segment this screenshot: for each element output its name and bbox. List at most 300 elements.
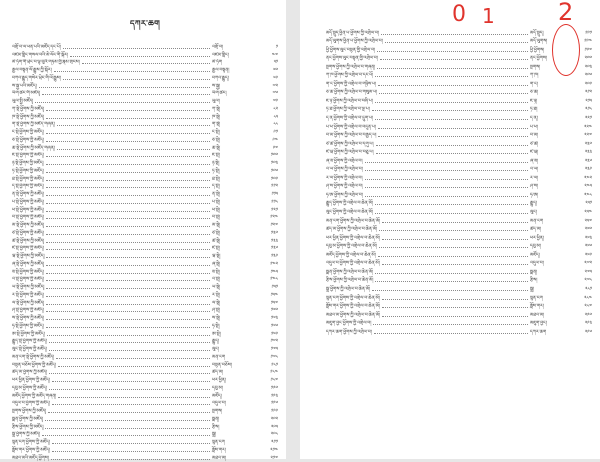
toc-row bbox=[12, 400, 278, 408]
toc-page-number: ༡༣༦ bbox=[271, 246, 278, 252]
toc-page-number: ༡༩༤ bbox=[584, 39, 592, 45]
toc-entry-title: ཏ་ཐ་ཕྱོགས་ཀྱི་འགྲེལ་བ་ལྔ་པ། bbox=[326, 107, 370, 113]
toc-page-number: ༡༤༨ bbox=[270, 277, 278, 283]
toc-entry-title: འདུལ་བ་ཕྱོགས་ཀྱི་འགྲེལ་བ་ཆེན་མོ། bbox=[326, 261, 380, 267]
toc-entry-title: ཞ་ཟ་ཕྱོགས་ཀྱི་འགྲེལ་བ། bbox=[326, 158, 363, 164]
toc-leader-dots bbox=[49, 373, 210, 374]
toc-leader-dots bbox=[378, 85, 528, 86]
toc-entry-title: ནང་ཕྱོགས་ལུང་བསྟན་གྱི་འགྲེལ་བ། bbox=[326, 56, 378, 62]
toc-page-number: ༢༡༨ bbox=[585, 107, 592, 113]
toc-page-number: ༡༣༠ bbox=[270, 230, 278, 236]
toc-short-title: ང་སྡེ། bbox=[212, 130, 220, 135]
toc-page-number: ༡༦༠ bbox=[270, 308, 278, 314]
toc-leader-dots bbox=[365, 196, 528, 197]
toc-entry-title: ཞ་སྡེ་ཕྱོགས་ཀྱི་མཛོད། bbox=[12, 261, 45, 267]
toc-short-title: རྩིས། bbox=[212, 424, 220, 430]
toc-page-number: ༢༦༠ bbox=[584, 227, 592, 233]
toc-short-title: ཧ་སྡེ། bbox=[212, 323, 220, 329]
toc-short-title: ན་སྡེ། bbox=[212, 192, 221, 197]
toc-row bbox=[326, 327, 592, 336]
toc-page-number: ༢༣༩ bbox=[584, 167, 592, 173]
toc-row bbox=[326, 207, 592, 216]
toc-page-number: ༢༡༧ bbox=[270, 455, 278, 461]
toc-short-title: ཟློས་གར། bbox=[212, 447, 226, 453]
toc-entry-title: ར་སྡེ་ཕྱོགས་ཀྱི་མཛོད། bbox=[12, 292, 44, 298]
toc-leader-dots bbox=[46, 218, 210, 219]
toc-entry-title: མཛོད་ཕྱོགས་ཀྱི་འགྲེལ་བ་ཆེན་མོ། bbox=[326, 252, 376, 258]
toc-page-number: ༢༤༢ bbox=[584, 175, 592, 181]
toc-leader-dots bbox=[46, 304, 210, 305]
toc-page-number: ༢༩༣ bbox=[584, 321, 592, 327]
toc-page-number: ༢༣༠ bbox=[584, 141, 592, 147]
toc-leader-dots bbox=[63, 48, 210, 49]
toc-leader-dots bbox=[52, 381, 210, 382]
toc-short-title: ར་ལ། bbox=[530, 175, 538, 181]
toc-page-number: ༢༨༤ bbox=[584, 295, 592, 301]
toc-leader-dots bbox=[46, 172, 210, 173]
toc-entry-title: མདོ་སྡུད་ཕྱིན་པ་ཕྱོགས་ཀྱི་འགྲེལ་བ། bbox=[326, 30, 379, 36]
toc-entry-title: ཛ་སྡེ་ཕྱོགས་ཀྱི་མཛོད། bbox=[12, 246, 44, 252]
toc-entry-title: ཤ་ས་ཕྱོགས་ཀྱི་འགྲེལ་བ། bbox=[326, 184, 363, 190]
toc-leader-dots bbox=[57, 125, 210, 126]
toc-page-number: ༡༠༠ bbox=[270, 153, 278, 159]
toc-page-number: ༧༦ bbox=[272, 91, 278, 97]
toc-row bbox=[12, 229, 278, 237]
toc-entry-title: ཨ་སྡེ་ཕྱོགས་ཀྱི་མཛོད། bbox=[12, 331, 45, 337]
toc-leader-dots bbox=[56, 358, 210, 359]
toc-row bbox=[326, 182, 592, 191]
toc-entry-title: བ་སྡེ་ཕྱོགས་ཀྱི་མཛོད། bbox=[12, 215, 44, 221]
toc-short-title: བ་མ། bbox=[530, 133, 539, 139]
toc-leader-dots bbox=[49, 342, 210, 343]
toc-page-number: ༡༥༧ bbox=[270, 300, 278, 306]
toc-row bbox=[326, 173, 592, 182]
toc-short-title: སྒྲ། bbox=[530, 286, 535, 292]
toc-entry-title: བསྟན་བཅོས་ཕྱོགས་ཀྱི་མཛོད། bbox=[12, 362, 56, 368]
toc-row bbox=[326, 131, 592, 140]
toc-leader-dots bbox=[378, 136, 528, 137]
toc-entry-title: པ་ཕ་ཕྱོགས་ཀྱི་འགྲེལ་བ་བདུན་པ། bbox=[326, 124, 376, 130]
toc-leader-dots bbox=[46, 319, 210, 320]
toc-short-title: ཇ་ཉ། bbox=[530, 98, 538, 104]
toc-leader-dots bbox=[376, 153, 528, 154]
toc-entry-title: ཀ་ཁ་ཕྱོགས་ཀྱི་འགྲེལ་བ་དང་པོ། bbox=[326, 73, 374, 79]
toc-leader-dots bbox=[377, 68, 528, 69]
toc-leader-dots bbox=[46, 187, 210, 188]
toc-leader-dots bbox=[382, 264, 528, 265]
toc-entry-title: མཛོད་ཕྱོགས་ཀྱི་མཛོད་གཞན། bbox=[12, 393, 57, 399]
toc-entry-title: ཡུལ་སྤྱི་མཛོད། bbox=[12, 99, 34, 104]
toc-short-title: ད་སྡེ། bbox=[212, 184, 220, 190]
toc-page-number: ༢༡༡ bbox=[271, 440, 278, 445]
toc-entry-title: ཡ་སྡེ་ཕྱོགས་ཀྱི་མཛོད། bbox=[12, 285, 45, 290]
toc-leader-dots bbox=[42, 94, 210, 95]
toc-entry-title: སྔགས་ཕྱོགས་ཀྱི་འགྲེལ་བ་གཞན། bbox=[326, 64, 376, 70]
toc-short-title: ཚད་མ། bbox=[212, 370, 224, 376]
toc-entry-title: ད་ན་ཕྱོགས་ཀྱི་འགྲེལ་བ་དྲུག་པ། bbox=[326, 116, 374, 122]
toc-leader-dots bbox=[46, 265, 210, 266]
toc-row bbox=[326, 113, 592, 122]
toc-leader-dots bbox=[382, 299, 528, 300]
toc-leader-dots bbox=[46, 211, 210, 212]
toc-entry-title: ཙ་ཚ་ཕྱོགས་ཀྱི་འགྲེལ་བ་དགུ་པ། bbox=[326, 141, 374, 147]
toc-entry-title: ཙ་སྡེ་ཕྱོགས་ཀྱི་མཛོད། bbox=[12, 230, 44, 236]
toc-leader-dots bbox=[57, 149, 210, 150]
toc-row bbox=[326, 242, 592, 251]
toc-entry-title: ས་སྐྱ་པའི་མཛོད། bbox=[12, 83, 37, 89]
toc-leader-dots bbox=[46, 311, 210, 312]
toc-row bbox=[12, 392, 278, 400]
toc-row bbox=[12, 136, 278, 144]
toc-entry-title: ཟ་སྡེ་ཕྱོགས་ཀྱི་མཛོད། bbox=[12, 269, 44, 275]
toc-short-title: ཏ་སྡེ། bbox=[212, 168, 220, 174]
toc-page-number: ༢༨༧ bbox=[584, 304, 592, 310]
toc-page-number: ༡༢༡ bbox=[271, 207, 278, 213]
toc-short-title: རྩིས། bbox=[530, 278, 538, 284]
toc-page-number: ༢༥༡ bbox=[585, 201, 592, 207]
toc-page-number: ༡༡༨ bbox=[271, 199, 278, 205]
toc-row bbox=[326, 250, 592, 259]
toc-page-number: ༡༩༣ bbox=[271, 393, 278, 399]
toc-row bbox=[12, 423, 278, 431]
toc-short-title: འདུལ་བ། bbox=[530, 261, 544, 267]
toc-row bbox=[326, 62, 592, 71]
toc-entry-title: ཡིག་ཚང་གི་མཛོད། bbox=[12, 91, 41, 97]
toc-page-number: ༡༥༤ bbox=[270, 292, 278, 298]
toc-row bbox=[12, 59, 278, 67]
toc-row bbox=[12, 415, 278, 423]
toc-page-number: ༡༢༤ bbox=[270, 215, 278, 221]
toc-row bbox=[12, 159, 278, 167]
toc-row bbox=[326, 319, 592, 328]
toc-page-number: ༢༧༥ bbox=[584, 269, 592, 275]
right-toc-list bbox=[326, 28, 592, 336]
toc-leader-dots bbox=[45, 428, 210, 429]
toc-leader-dots bbox=[42, 435, 210, 436]
toc-row bbox=[12, 268, 278, 276]
toc-short-title: རྒྱལ་བསྟན། bbox=[212, 68, 230, 73]
toc-leader-dots bbox=[39, 87, 210, 88]
toc-page-number: ༡༤༢ bbox=[270, 261, 278, 267]
toc-entry-title: ད་སྡེ་ཕྱོགས་ཀྱི་མཛོད། bbox=[12, 184, 44, 190]
toc-leader-dots bbox=[365, 187, 528, 188]
toc-short-title: འགྲོ་བ། bbox=[212, 44, 224, 50]
toc-short-title: ཕྱི་ཕྱོགས། bbox=[530, 47, 545, 53]
toc-row bbox=[326, 88, 592, 97]
toc-entry-title: སྔགས་ཕྱོགས་ཀྱི་མཛོད། bbox=[12, 409, 47, 414]
toc-page-number: ༢༥༤ bbox=[584, 210, 592, 216]
toc-leader-dots bbox=[376, 145, 529, 146]
toc-page-number: ༡༡༥ bbox=[271, 192, 278, 197]
toc-page-number: ༨༥ bbox=[273, 114, 278, 120]
toc-short-title: དབུ་མ། bbox=[530, 244, 541, 250]
toc-short-title: ཆ་སྡེ། bbox=[212, 145, 221, 151]
toc-row bbox=[326, 122, 592, 131]
toc-entry-title: ཕྱི་ཕྱོགས་ལུང་བསྟན་གྱི་འགྲེལ་བ། bbox=[326, 47, 376, 53]
toc-leader-dots bbox=[46, 280, 210, 281]
toc-entry-title: ཆ་སྡེ་ཕྱོགས་ཀྱི་མཛོད་གཞན། bbox=[12, 145, 55, 151]
toc-entry-title: མཐའ་མ་ཕྱོགས་ཀྱི་འགྲེལ་བ་ཆེན་མོ། bbox=[326, 312, 381, 318]
toc-row bbox=[12, 384, 278, 392]
toc-row bbox=[12, 291, 278, 299]
toc-short-title: མཛོད། bbox=[212, 393, 222, 399]
toc-title: དཀར་ཆག bbox=[129, 19, 161, 28]
toc-leader-dots bbox=[365, 162, 528, 163]
toc-page-number: ༢༧༢ bbox=[584, 261, 592, 267]
toc-row bbox=[12, 144, 278, 152]
toc-page-number: ༢༤༥ bbox=[584, 184, 592, 190]
toc-row bbox=[326, 96, 592, 105]
toc-short-title: སྔགས། bbox=[530, 64, 541, 70]
toc-short-title: པ་སྡེ། bbox=[212, 199, 220, 205]
toc-leader-dots bbox=[375, 76, 528, 77]
toc-leader-dots bbox=[375, 213, 528, 214]
toc-page-number: ༡༩༧ bbox=[584, 47, 592, 53]
toc-page-number: ༡༦༩ bbox=[271, 331, 278, 337]
toc-row bbox=[12, 454, 278, 462]
toc-page-number: ༡༧༥ bbox=[270, 347, 278, 352]
toc-row bbox=[326, 259, 592, 268]
toc-entry-title: མ་སྡེ་ཕྱོགས་ཀྱི་མཛོད། bbox=[12, 223, 45, 228]
toc-leader-dots bbox=[382, 307, 528, 308]
toc-leader-dots bbox=[46, 195, 210, 196]
toc-leader-dots bbox=[48, 412, 210, 413]
toc-entry-title: ན་སྡེ་ཕྱོགས་ཀྱི་མཛོད། bbox=[12, 192, 45, 197]
toc-entry-title: འཛམ་གླིང་གསལ་བའི་མེ་ལོང་གི་སྐོར། bbox=[12, 52, 69, 58]
toc-entry-title: ང་སྡེ་ཕྱོགས་ཀྱི་མཛོད། bbox=[12, 130, 44, 135]
toc-entry-title: བཀའ་རྒྱུད་གསེར་ཕྲེང་གི་ལོ་རྒྱུས། bbox=[12, 75, 61, 81]
toc-page-number: ༢༠༩ bbox=[584, 81, 592, 87]
toc-page-number: ༧༢ bbox=[272, 83, 278, 89]
toc-row bbox=[12, 376, 278, 384]
toc-entry-title: ཛ་ཝ་ཕྱོགས་ཀྱི་འགྲེལ་བ་བཅུ་པ། bbox=[326, 150, 374, 156]
toc-page-number: ༢༩༠ bbox=[584, 312, 592, 318]
toc-leader-dots bbox=[46, 273, 210, 274]
toc-short-title: ཧ་ཨ། bbox=[530, 192, 539, 198]
toc-short-title: ག་ང། bbox=[530, 81, 538, 87]
toc-page-number: ༧༩ bbox=[272, 99, 278, 104]
toc-entry-title: འ་སྡེ་ཕྱོགས་ཀྱི་མཛོད། bbox=[12, 277, 44, 283]
toc-row bbox=[12, 361, 278, 369]
toc-entry-title: སྨན་ཕྱོགས་ཀྱི་འགྲེལ་བ་ཆེན་མོ། bbox=[326, 269, 374, 275]
toc-entry-title: ཟློས་གར་ཕྱོགས་ཀྱི་མཛོད། bbox=[12, 447, 51, 453]
toc-page-number: ༢༠༨ bbox=[270, 432, 278, 438]
toc-page-number: ༢༠༣ bbox=[584, 64, 592, 70]
toc-entry-title: འགྲོ་བ་ལ་ཕན་པའི་མཛོད་དང་པོ། bbox=[12, 44, 61, 50]
toc-row bbox=[12, 198, 278, 206]
toc-short-title: ཞ་ཟ། bbox=[530, 158, 538, 164]
toc-short-title: ཤ་སྡེ། bbox=[212, 308, 220, 314]
toc-entry-title: རྒྱུད་སྡེ་ཕྱོགས་ཀྱི་མཛོད། bbox=[12, 339, 47, 345]
toc-short-title: ཛ་སྡེ། bbox=[212, 246, 220, 252]
toc-short-title: ཀ་ཁ། bbox=[530, 73, 539, 79]
annotation-two: 2 bbox=[558, 0, 574, 26]
toc-entry-title: ཚད་མ་ཕྱོགས་ཀྱི་འགྲེལ་བ་ཆེན་མོ། bbox=[326, 227, 378, 233]
toc-page-number: ༡༢༧ bbox=[270, 223, 278, 228]
toc-entry-title: ཁ་སྡེ་ཕྱོགས་ཀྱི་མཛོད། bbox=[12, 114, 45, 120]
toc-page-number: ༡༩༡ bbox=[585, 30, 592, 36]
toc-short-title: སྙན་ངག bbox=[530, 295, 543, 301]
annotation-zero: 0 bbox=[452, 2, 466, 27]
toc-entry-title: ག་ང་ཕྱོགས་ཀྱི་འགྲེལ་བ་གཉིས་པ། bbox=[326, 81, 377, 87]
toc-page-number: ༢༦༩ bbox=[584, 252, 592, 258]
toc-short-title: ཡུལ། bbox=[212, 99, 220, 104]
toc-page-number: ༡༩༠ bbox=[270, 385, 278, 391]
toc-leader-dots bbox=[70, 56, 210, 57]
toc-page-number: ༨༨ bbox=[273, 122, 278, 128]
toc-page-number: ༨༢ bbox=[273, 106, 278, 112]
toc-page-number: ༢༡༥ bbox=[585, 98, 592, 104]
toc-page-number: ༡༠༦ bbox=[270, 168, 278, 174]
toc-short-title: ལ་སྡེ། bbox=[212, 300, 221, 306]
toc-page-number: ༡༣༣ bbox=[271, 238, 278, 244]
toc-page-number: ༡༠༣ bbox=[270, 161, 278, 166]
toc-short-title: ཙ་ཚ། bbox=[530, 141, 539, 147]
toc-short-title: ཝ་སྡེ། bbox=[212, 254, 221, 259]
toc-short-title: མེ་ཏོག bbox=[212, 60, 223, 66]
toc-entry-title: ཏ་སྡེ་ཕྱོགས་ཀྱི་མཛོད། bbox=[12, 168, 44, 174]
toc-short-title: ནང་ཕྱོགས། bbox=[530, 56, 547, 62]
toc-row bbox=[12, 183, 278, 191]
toc-leader-dots bbox=[381, 34, 528, 35]
toc-row bbox=[12, 66, 278, 74]
toc-short-title: ས་སྐྱ། bbox=[212, 83, 221, 89]
toc-row bbox=[12, 369, 278, 377]
toc-entry-title: ལ་སྡེ་ཕྱོགས་ཀྱི་མཛོད། bbox=[12, 300, 45, 306]
toc-entry-title: མན་ངག་སྡེ་ཕྱོགས་ཀྱི་མཛོད། bbox=[12, 354, 55, 360]
toc-short-title: ཚད་མ། bbox=[530, 227, 542, 233]
toc-short-title: མདོ་སྡུད། bbox=[530, 30, 544, 36]
toc-row bbox=[326, 105, 592, 114]
toc-row bbox=[12, 245, 278, 253]
toc-leader-dots bbox=[373, 324, 528, 325]
toc-page-number: ༩༤ bbox=[272, 137, 278, 143]
toc-entry-title: སྨན་ཕྱོགས་ཀྱི་མཛོད། bbox=[12, 416, 44, 422]
toc-short-title: འཛམ་གླིང། bbox=[212, 52, 229, 58]
toc-page-number: ༡༦༣ bbox=[271, 316, 278, 321]
toc-row bbox=[12, 105, 278, 113]
toc-leader-dots bbox=[375, 273, 528, 274]
toc-entry-title: ཇ་ཉ་ཕྱོགས་ཀྱི་འགྲེལ་བ་བཞི་པ། bbox=[326, 98, 373, 104]
toc-short-title: དབུ་མ། bbox=[212, 385, 223, 391]
toc-page-number: ༩༡ bbox=[273, 130, 278, 135]
toc-leader-dots bbox=[46, 156, 210, 157]
toc-entry-title: དབུ་མ་ཕྱོགས་ཀྱི་མཛོད། bbox=[12, 385, 47, 391]
toc-leader-dots bbox=[385, 42, 528, 43]
toc-page-number: ༢༤༨ bbox=[584, 192, 592, 198]
toc-short-title: སྙན་ངག bbox=[212, 440, 225, 445]
toc-entry-title: མན་ངག་ཕྱོགས་ཀྱི་འགྲེལ་བ་ཆེན་མོ། bbox=[326, 218, 381, 224]
toc-page-number: ༢༥༧ bbox=[584, 218, 592, 224]
toc-short-title: ཉ་སྡེ། bbox=[212, 161, 220, 166]
toc-entry-title: ལུང་སྡེ་ཕྱོགས་ཀྱི་མཛོད། bbox=[12, 347, 47, 352]
toc-leader-dots bbox=[46, 141, 210, 142]
toc-leader-dots bbox=[46, 327, 210, 328]
toc-page-number: ༡༧༢ bbox=[270, 339, 278, 345]
toc-page-number: ༢༠༥ bbox=[271, 424, 278, 430]
toc-short-title: ཡིག་ཚང། bbox=[212, 91, 227, 97]
toc-row bbox=[12, 260, 278, 268]
toc-entry-title: ག་སྡེ་ཕྱོགས་ཀྱི་མཛོད་གཞན། bbox=[12, 122, 55, 128]
toc-row bbox=[12, 82, 278, 90]
toc-entry-title: པ་སྡེ་ཕྱོགས་ཀྱི་མཛོད། bbox=[12, 199, 44, 205]
toc-leader-dots bbox=[374, 333, 528, 334]
toc-row bbox=[12, 214, 278, 222]
toc-leader-dots bbox=[378, 256, 528, 257]
toc-row bbox=[12, 252, 278, 260]
toc-short-title: ཅ་ཆ། bbox=[530, 90, 539, 96]
toc-short-title: ཇ་སྡེ། bbox=[212, 153, 220, 159]
toc-page-number: ༢༠༠ bbox=[584, 56, 592, 62]
toc-page-number: ༢༦༣ bbox=[584, 235, 592, 241]
toc-short-title: ར་སྡེ། bbox=[212, 292, 220, 298]
toc-leader-dots bbox=[46, 234, 210, 235]
toc-entry-title: ཚད་མ་ཕྱོགས་ཀྱི་མཛོད། bbox=[12, 370, 48, 376]
toc-leader-dots bbox=[379, 93, 528, 94]
toc-row bbox=[12, 190, 278, 198]
toc-row bbox=[326, 148, 592, 157]
toc-short-title: འདུལ་བ། bbox=[212, 401, 226, 407]
toc-leader-dots bbox=[58, 397, 210, 398]
toc-entry-title: སྒྲ་ཕྱོགས་ཀྱི་མཛོད། bbox=[12, 432, 41, 438]
toc-short-title: ཟ་སྡེ། bbox=[212, 269, 220, 275]
annotation-circle bbox=[552, 24, 580, 76]
toc-row bbox=[12, 128, 278, 136]
toc-leader-dots bbox=[52, 404, 210, 405]
toc-page-number: ༥༡ bbox=[273, 60, 278, 66]
toc-row bbox=[326, 293, 592, 302]
toc-short-title: ཨ་སྡེ། bbox=[212, 331, 221, 337]
toc-entry-title: རྒྱལ་བསྟན་ལོ་རྒྱུས་ཀྱི་སྐོར། bbox=[12, 68, 52, 73]
toc-page-number: ༡༦༦ bbox=[271, 323, 278, 329]
toc-row bbox=[12, 113, 278, 121]
toc-short-title: མཐའ་མ། bbox=[212, 455, 227, 461]
toc-leader-dots bbox=[63, 79, 210, 80]
toc-row bbox=[12, 74, 278, 82]
toc-short-title: ལུང། bbox=[212, 347, 219, 352]
toc-leader-dots bbox=[47, 335, 210, 336]
toc-row bbox=[12, 237, 278, 245]
toc-short-title: མ་སྡེ། bbox=[212, 223, 221, 228]
left-toc-list bbox=[12, 43, 278, 462]
toc-entry-title: རྒྱུད་ཕྱོགས་ཀྱི་འགྲེལ་བ་ཆེན་མོ། bbox=[326, 201, 373, 207]
toc-short-title: འ་ཡ། bbox=[530, 167, 539, 173]
toc-short-title: མཐའ་མ། bbox=[530, 312, 545, 318]
toc-short-title: མདོ་ལུགས། bbox=[530, 39, 548, 45]
toc-short-title: སྨན། bbox=[212, 416, 220, 422]
toc-entry-title: ལུང་ཕྱོགས་ཀྱི་འགྲེལ་བ་ཆེན་མོ། bbox=[326, 210, 373, 216]
toc-row bbox=[326, 225, 592, 234]
toc-row bbox=[326, 302, 592, 311]
toc-row bbox=[326, 156, 592, 165]
toc-leader-dots bbox=[375, 119, 528, 120]
toc-short-title: ཤ་ས། bbox=[530, 184, 538, 190]
toc-short-title: རྒྱུད། bbox=[212, 339, 219, 345]
toc-leader-dots bbox=[46, 133, 210, 134]
toc-leader-dots bbox=[35, 102, 210, 103]
toc-row bbox=[12, 330, 278, 338]
toc-page-number: ༡༩༦ bbox=[271, 401, 278, 407]
toc-entry-title: མཇུག་བྱང་ཕྱོགས་ཀྱི་འགྲེལ་བ། bbox=[326, 321, 372, 327]
toc-page-number: ༢༠༦ bbox=[584, 73, 592, 79]
toc-leader-dots bbox=[82, 63, 210, 64]
toc-leader-dots bbox=[49, 350, 210, 351]
toc-short-title: ཕ་སྡེ། bbox=[212, 207, 220, 213]
toc-leader-dots bbox=[372, 110, 528, 111]
toc-short-title: སྨན། bbox=[530, 269, 538, 275]
toc-page-number: ༡༤༥ bbox=[270, 269, 278, 275]
toc-short-title: ཁ་སྡེ། bbox=[212, 114, 221, 120]
